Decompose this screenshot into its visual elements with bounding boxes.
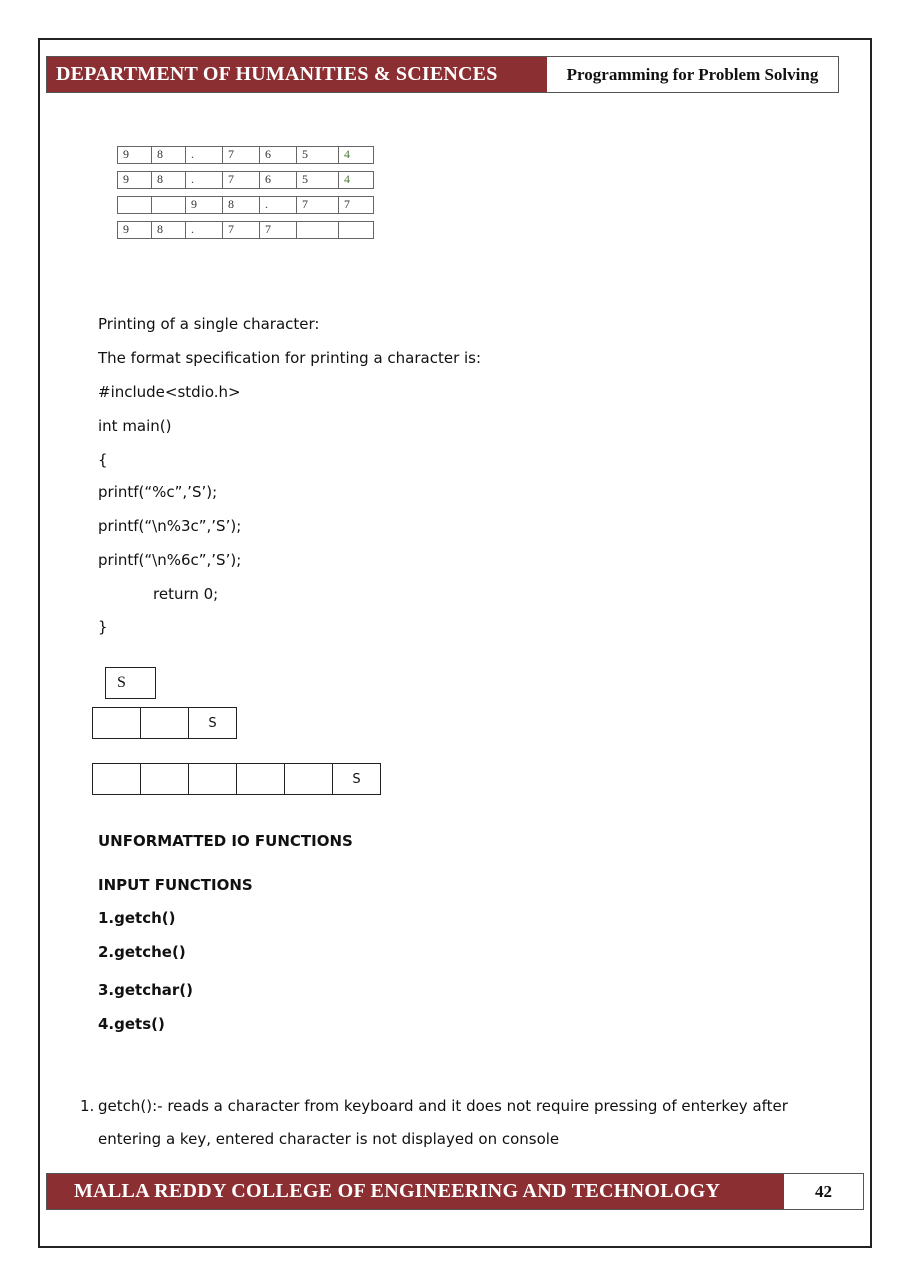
table-cell: 8	[152, 222, 186, 239]
table-cell: 7	[223, 172, 260, 189]
table-cell: 8	[152, 172, 186, 189]
table-cell: 7	[260, 222, 297, 239]
description-line: getch():- reads a character from keyboard and it does not require pressing of enterkey after	[98, 1097, 788, 1115]
college-name: MALLA REDDY COLLEGE OF ENGINEERING AND TECHNOLOGY	[47, 1174, 784, 1209]
output-box	[236, 763, 285, 795]
table-cell: 7	[223, 222, 260, 239]
code-line: {	[98, 451, 108, 469]
page-header	[46, 56, 839, 93]
table-row	[118, 197, 374, 214]
table-cell: 5	[297, 172, 339, 189]
table-row	[118, 172, 374, 189]
code-line: #include<stdio.h>	[98, 383, 241, 401]
table-cell: .	[186, 222, 223, 239]
output-box: S	[105, 667, 156, 699]
table-cell: 9	[186, 197, 223, 214]
table-cell	[339, 222, 374, 239]
code-line: printf(“%c”,’S’);	[98, 483, 218, 501]
table-cell	[297, 222, 339, 239]
course-title: Programming for Problem Solving	[566, 64, 819, 84]
table-cell	[118, 197, 152, 214]
table-cell: .	[186, 172, 223, 189]
table-cell: 6	[260, 172, 297, 189]
code-line: }	[98, 618, 108, 636]
output-row-width-3	[92, 707, 237, 739]
output-box	[284, 763, 333, 795]
code-line: int main()	[98, 417, 172, 435]
section-intro: The format specification for printing a character is:	[98, 349, 482, 367]
output-box	[140, 763, 189, 795]
output-box: S	[332, 763, 381, 795]
description-line: entering a key, entered character is not displayed on console	[98, 1130, 560, 1148]
table-cell: 9	[118, 147, 152, 164]
output-box	[92, 707, 141, 739]
function-item: 1.getch()	[98, 909, 176, 927]
table-cell: 9	[118, 222, 152, 239]
table-cell: .	[186, 147, 223, 164]
function-item: 3.getchar()	[98, 981, 194, 999]
table-cell: 7	[339, 197, 374, 214]
table-cell: 9	[118, 172, 152, 189]
function-item: 2.getche()	[98, 943, 186, 961]
code-line: printf(“\n%6c”,’S’);	[98, 551, 242, 569]
table-cell: 7	[223, 147, 260, 164]
page-footer	[46, 1173, 864, 1210]
output-box	[140, 707, 189, 739]
table-cell: 6	[260, 147, 297, 164]
table-cell: 8	[223, 197, 260, 214]
output-box	[92, 763, 141, 795]
float-format-table	[117, 146, 374, 239]
table-cell: 8	[152, 147, 186, 164]
code-line: printf(“\n%3c”,’S’);	[98, 517, 242, 535]
code-line: return 0;	[153, 585, 219, 603]
table-cell: 4	[339, 172, 374, 189]
department-title: DEPARTMENT OF HUMANITIES & SCIENCES	[47, 57, 547, 92]
table-row	[118, 222, 374, 239]
unformatted-title: UNFORMATTED IO FUNCTIONS	[98, 832, 353, 850]
description-number: 1.	[80, 1097, 95, 1115]
table-cell: 7	[297, 197, 339, 214]
table-cell: .	[260, 197, 297, 214]
section-heading: Printing of a single character:	[98, 315, 320, 333]
output-box: S	[188, 707, 237, 739]
table-cell	[152, 197, 186, 214]
table-row	[118, 147, 374, 164]
output-box	[188, 763, 237, 795]
table-cell: 5	[297, 147, 339, 164]
table-cell: 4	[339, 147, 374, 164]
output-row-width-6	[92, 763, 381, 795]
page-number: 42	[815, 1181, 832, 1201]
function-item: 4.gets()	[98, 1015, 165, 1033]
input-functions-title: INPUT FUNCTIONS	[98, 876, 253, 894]
